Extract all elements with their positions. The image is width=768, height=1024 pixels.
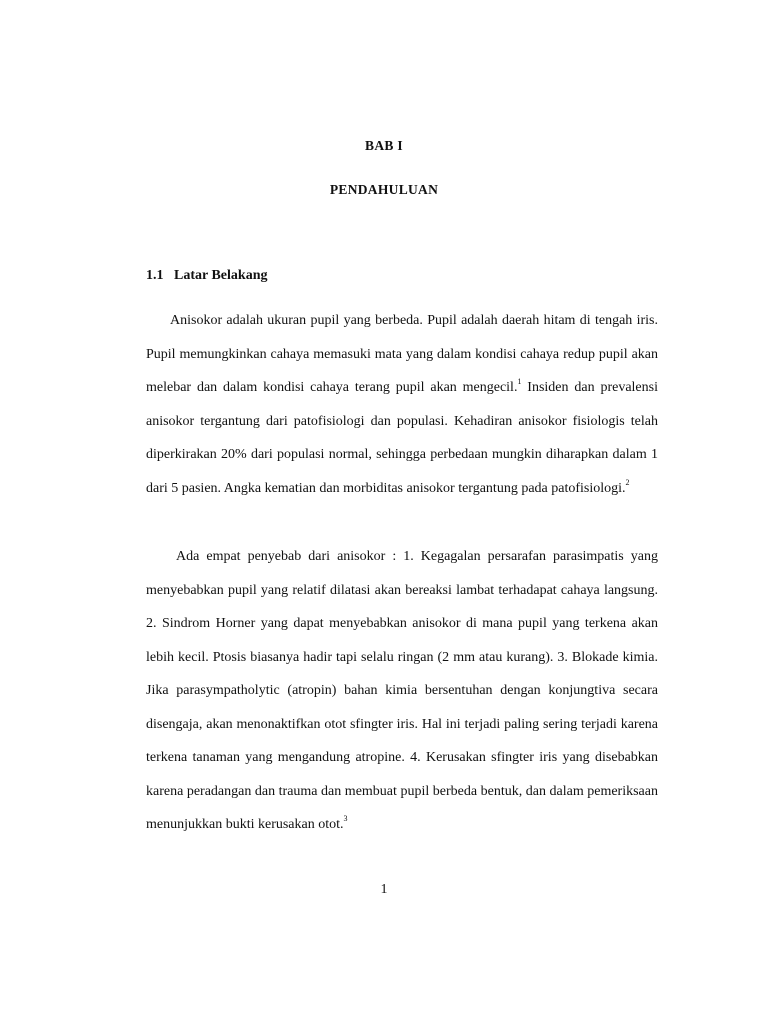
footnote-ref: 3 [343, 814, 348, 823]
paragraph-text: Insiden dan prevalensi anisokor tergantung dari patofisiologi dan populasi. Kehadiran anisokor fisiologis telah diperkirakan 20% dari populasi normal, sehingga perbedaan mungkin diharapkan dalam 1 dari 5 pasien. Angka kematian dan morbiditas anisokor tergantung pada patofisiologi. [146, 380, 658, 496]
section-title: Latar Belakang [174, 268, 268, 283]
chapter-title: PENDAHULUAN [329, 182, 439, 197]
footnote-ref: 2 [625, 477, 630, 487]
body-paragraph [146, 304, 658, 505]
paragraph-text: Anisokor adalah ukuran pupil yang berbeda. Pupil adalah daerah hitam di tengah iris. Pupil memungkinkan cahaya memasuki mata yang dalam kondisi cahaya redup pupil akan melebar dan dalam kondisi cahaya terang pupil akan mengecil. [146, 313, 658, 395]
page-number: 1 [380, 882, 388, 897]
chapter-number: BAB I [365, 138, 403, 153]
section-number: 1.1 [146, 268, 164, 283]
paragraph-text: Ada empat penyebab dari anisokor : 1. Kegagalan persarafan parasimpatis yang menyebabkan pupil yang relatif dilatasi akan bereaksi lambat terhadapat cahaya langsung. 2. Sindrom Horner yang dapat menyebabkan anisokor di mana pupil yang terkena akan lebih kecil. Ptosis biasanya hadir tapi selalu ringan (2 mm atau kurang). 3. Blokade kimia. Jika parasympatholytic (atropin) bahan kimia bersentuhan dengan konjungtiva secara disengaja, akan menonaktifkan otot sfingter iris. Hal ini terjadi paling sering terjadi karena terkena tanaman yang mengandung atropine. 4. Kerusakan sfingter iris yang disebabkan karena peradangan dan trauma dan membuat pupil berbeda bentuk, dan dalam pemeriksaan menunjukkan bukti kerusakan otot. [146, 549, 658, 832]
body-paragraph [146, 540, 658, 842]
footnote-ref: 1 [517, 377, 522, 386]
section-heading [146, 268, 267, 284]
